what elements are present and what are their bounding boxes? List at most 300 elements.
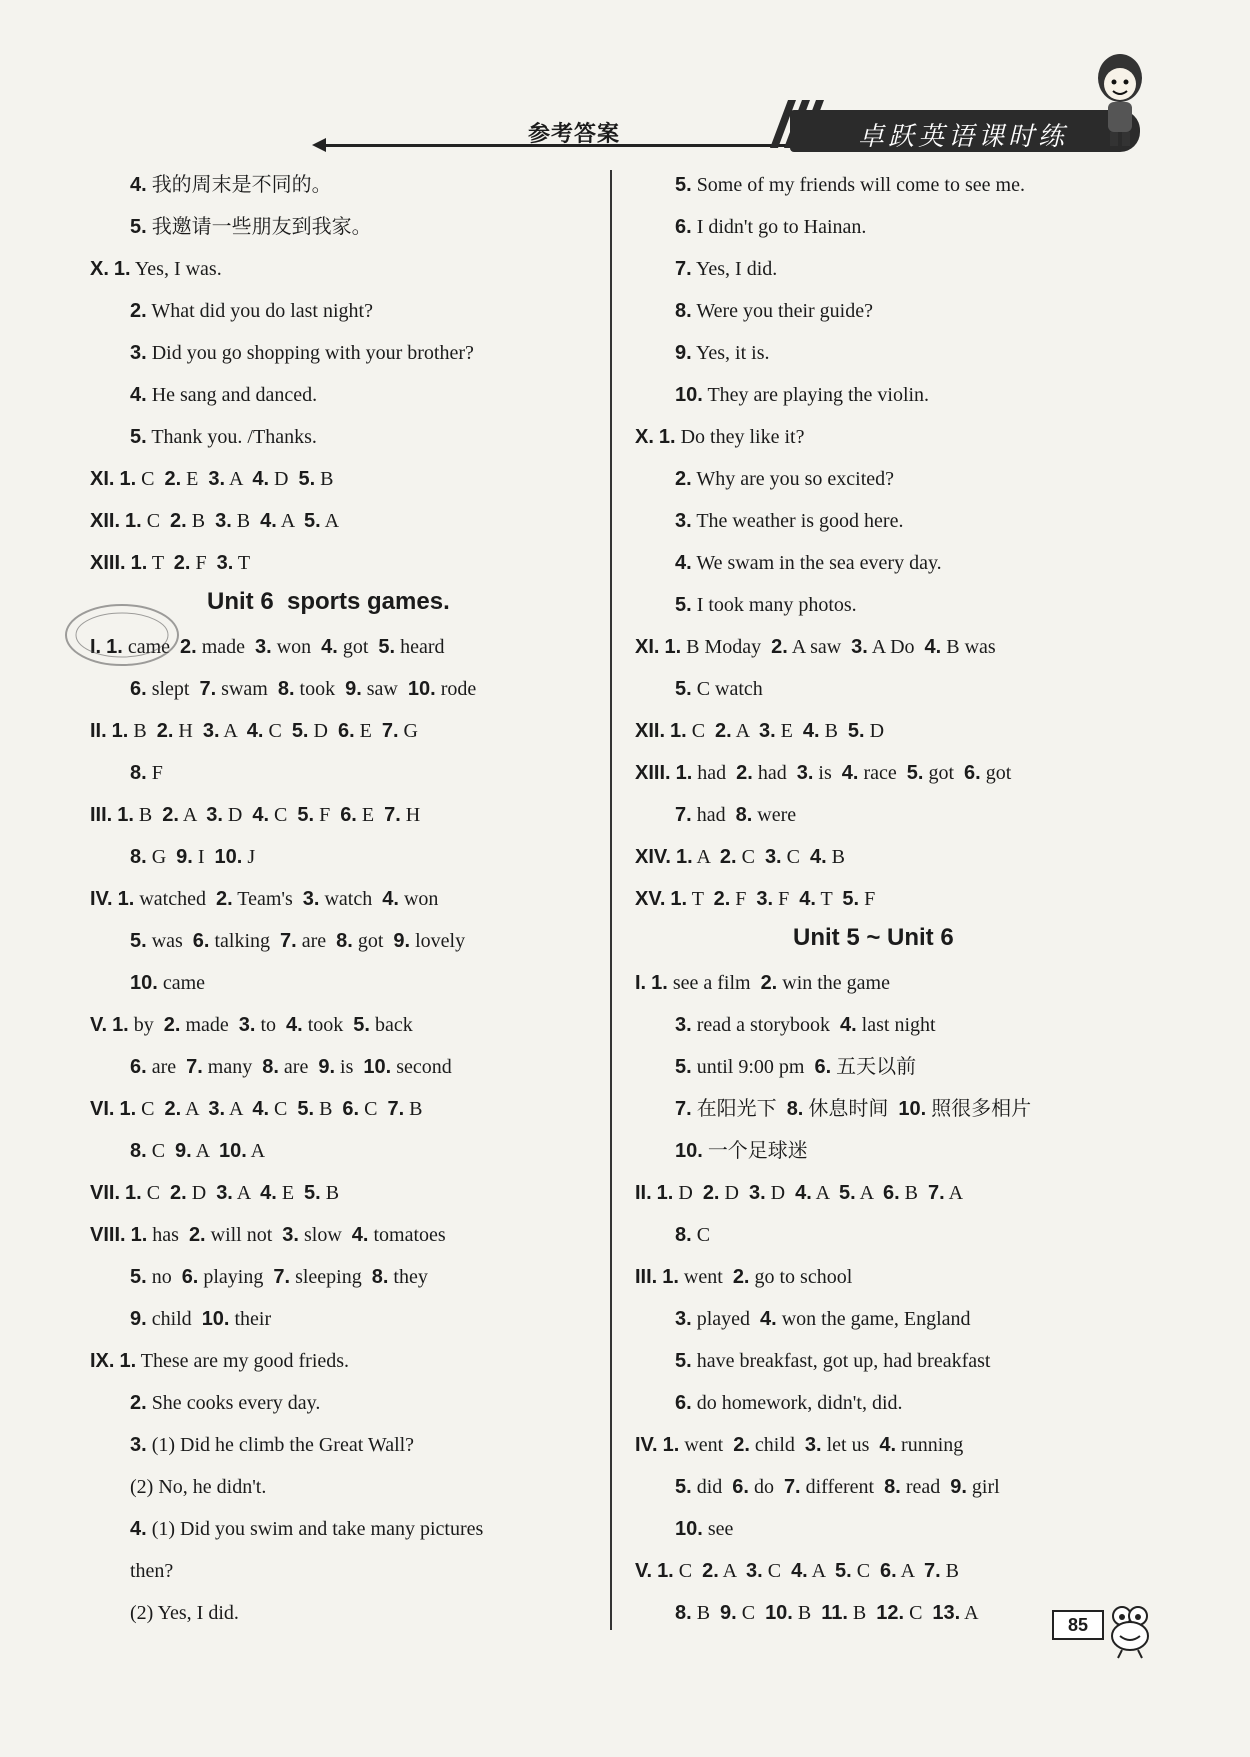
item-number: 10. xyxy=(363,1056,392,1078)
answer-text: Team's xyxy=(232,888,303,910)
item-number: 1. xyxy=(670,720,687,742)
item-number: 5. xyxy=(847,720,865,742)
item-number: 3. xyxy=(302,888,320,910)
item-number: 10. xyxy=(675,1140,703,1162)
answer-line xyxy=(130,1053,452,1081)
item-number: XII. xyxy=(635,720,666,742)
item-number: II. xyxy=(90,720,107,742)
answer-text: A xyxy=(731,720,759,742)
column-divider xyxy=(610,170,612,1630)
item-number: 1. xyxy=(658,426,676,448)
answer-text: B xyxy=(186,510,216,532)
item-number: 5. xyxy=(291,720,309,742)
item-number: 5. xyxy=(675,174,692,196)
item-number: 4. xyxy=(130,174,147,196)
item-number: 6. xyxy=(130,1056,147,1078)
item-number: XV. xyxy=(635,888,666,910)
answer-text: Yes, it is. xyxy=(691,342,770,364)
answer-line xyxy=(130,1263,428,1291)
answer-text: go to school xyxy=(749,1266,853,1288)
page-header xyxy=(0,0,1250,160)
item-number: 3. xyxy=(675,1308,692,1330)
item-number: 8. xyxy=(130,1140,147,1162)
answer-text: D xyxy=(719,1182,749,1204)
answer-text: 我的周末是不同的。 xyxy=(146,174,332,196)
answer-text: B xyxy=(899,1182,928,1204)
item-number: 6. xyxy=(732,1476,749,1498)
answer-line xyxy=(675,1011,936,1039)
item-number: 7. xyxy=(381,720,399,742)
answer-text: J xyxy=(242,846,256,868)
answer-line xyxy=(635,717,884,745)
answer-line xyxy=(130,1389,320,1417)
answer-text: 一个足球迷 xyxy=(702,1140,808,1162)
item-number: 7. xyxy=(675,1098,692,1120)
item-number: 1. xyxy=(656,1182,674,1204)
answer-text: E xyxy=(356,804,385,826)
answer-text: C xyxy=(136,1098,165,1120)
item-number: 6. xyxy=(340,804,357,826)
item-number: 6. xyxy=(675,1392,692,1414)
answer-text: race xyxy=(858,762,907,784)
answer-text: watch xyxy=(319,888,383,910)
item-number: 2. xyxy=(130,1392,147,1414)
answer-text: C xyxy=(851,1560,881,1582)
item-number: 4. xyxy=(924,636,942,658)
item-number: 3. xyxy=(675,510,692,532)
item-number: 8. xyxy=(675,1602,692,1624)
answer-text: A saw xyxy=(787,636,852,658)
answer-text: had xyxy=(691,804,736,826)
item-number: 4. xyxy=(839,1014,857,1036)
answer-text: back xyxy=(369,1014,413,1036)
answer-text: We swam in the sea every day. xyxy=(691,552,942,574)
item-number: 6. xyxy=(181,1266,199,1288)
unit-5-6-title: Unit 5 ~ Unit 6 xyxy=(793,924,954,951)
item-number: 2. xyxy=(732,1266,750,1288)
answer-line xyxy=(90,1179,339,1207)
item-number: 4. xyxy=(382,888,399,910)
item-number: 4. xyxy=(675,552,692,574)
item-number: 5. xyxy=(304,510,321,532)
item-number: 5. xyxy=(378,636,396,658)
answer-text: took xyxy=(294,678,346,700)
answer-text: B xyxy=(315,468,334,490)
answer-text: Do they like it? xyxy=(675,426,805,448)
answer-text: D xyxy=(308,720,338,742)
item-number: XIII. xyxy=(90,552,126,574)
item-number: 5. xyxy=(353,1014,370,1036)
answer-line xyxy=(675,297,873,325)
answer-text: T xyxy=(233,552,251,574)
answer-text: won xyxy=(398,888,439,910)
item-number: 4. xyxy=(351,1224,369,1246)
answer-text: they xyxy=(388,1266,428,1288)
answer-text: got xyxy=(337,636,379,658)
item-number: 4. xyxy=(252,1098,270,1120)
answer-line xyxy=(675,1599,979,1627)
item-number: 3. xyxy=(282,1224,299,1246)
answer-text: last night xyxy=(856,1014,936,1036)
answer-text: are xyxy=(146,1056,187,1078)
item-number: 3. xyxy=(216,1182,233,1204)
answer-text: E xyxy=(354,720,382,742)
answer-text: then? xyxy=(130,1560,174,1582)
item-number: VII. xyxy=(90,1182,121,1204)
answer-text: got xyxy=(923,762,964,784)
answer-text: What did you do last night? xyxy=(146,300,373,322)
item-number: 8. xyxy=(884,1476,901,1498)
item-number: 8. xyxy=(675,1224,692,1246)
answer-text: A xyxy=(320,510,340,532)
item-number: 11. xyxy=(821,1602,848,1624)
answer-text: D xyxy=(765,1182,796,1204)
answer-text: lovely xyxy=(410,930,466,952)
item-number: X. xyxy=(90,258,109,280)
item-number: 7. xyxy=(199,678,217,700)
item-number: 10. xyxy=(201,1308,230,1330)
answer-line xyxy=(130,927,465,955)
item-number: 1. xyxy=(675,846,693,868)
item-number: 9. xyxy=(675,342,692,364)
answer-text: child xyxy=(749,1434,805,1456)
item-number: 1. xyxy=(125,510,142,532)
item-number: 3. xyxy=(746,1560,763,1582)
item-number: 1. xyxy=(111,720,129,742)
answer-text: C xyxy=(686,720,716,742)
answer-text: She cooks every day. xyxy=(146,1392,321,1414)
item-number: 4. xyxy=(879,1434,897,1456)
item-number: 5. xyxy=(842,888,860,910)
answer-text: A xyxy=(811,1182,840,1204)
item-number: 6. xyxy=(814,1056,832,1078)
header-arrow-icon xyxy=(312,138,326,152)
answer-text: C xyxy=(673,1560,703,1582)
answer-text: C xyxy=(141,510,171,532)
answer-text: until 9:00 pm xyxy=(691,1056,815,1078)
item-number: 3. xyxy=(748,1182,766,1204)
answer-line xyxy=(130,1137,265,1165)
item-number: 10. xyxy=(218,1140,247,1162)
item-number: 7. xyxy=(273,1266,291,1288)
item-number: IX. xyxy=(90,1350,115,1372)
answer-line xyxy=(635,759,1011,787)
answer-line xyxy=(675,1221,710,1249)
answer-line xyxy=(90,1095,422,1123)
item-number: 2. xyxy=(170,1182,187,1204)
item-number: 3. xyxy=(764,846,782,868)
item-number: VIII. xyxy=(90,1224,126,1246)
answer-text: came xyxy=(157,972,205,994)
item-number: 2. xyxy=(771,636,788,658)
answer-text: girl xyxy=(966,1476,1000,1498)
item-number: 2. xyxy=(719,846,737,868)
answer-text: had xyxy=(752,762,797,784)
answer-line xyxy=(90,1011,413,1039)
item-number: 5. xyxy=(297,1098,315,1120)
item-number: 8. xyxy=(336,930,353,952)
item-number: 5. xyxy=(297,804,315,826)
answer-line xyxy=(90,1221,446,1249)
answer-text: C xyxy=(781,846,810,868)
item-number: 8. xyxy=(675,300,692,322)
item-number: 2. xyxy=(715,720,732,742)
answer-text: have breakfast, got up, had breakfast xyxy=(691,1350,991,1372)
answer-text: A xyxy=(855,1182,883,1204)
answer-text: C xyxy=(141,1182,171,1204)
item-number: 7. xyxy=(928,1182,945,1204)
item-number: 1. xyxy=(662,1266,679,1288)
item-number: 5. xyxy=(304,1182,321,1204)
answer-line xyxy=(130,297,373,325)
item-number: 3. xyxy=(208,1098,226,1120)
item-number: 8. xyxy=(130,762,147,784)
answer-text: by xyxy=(128,1014,164,1036)
stamp-icon xyxy=(62,600,182,670)
answer-text: F xyxy=(190,552,217,574)
answer-text: Thank you. /Thanks. xyxy=(146,426,317,448)
item-number: 9. xyxy=(393,930,411,952)
answer-line xyxy=(675,1095,1031,1123)
answer-text: E xyxy=(775,720,803,742)
item-number: 5. xyxy=(675,1476,692,1498)
answer-line xyxy=(675,1347,990,1375)
answer-line xyxy=(90,885,438,913)
item-number: 1. xyxy=(662,1434,680,1456)
answer-text: went xyxy=(679,1434,734,1456)
item-number: V. xyxy=(635,1560,653,1582)
item-number: 1. xyxy=(117,804,134,826)
answer-text: played xyxy=(691,1308,760,1330)
answer-text: C xyxy=(269,804,298,826)
answer-line xyxy=(635,633,996,661)
item-number: I. xyxy=(635,972,647,994)
answer-text: F xyxy=(859,888,876,910)
item-number: 4. xyxy=(791,1560,808,1582)
answer-text: A xyxy=(178,804,207,826)
item-number: XI. xyxy=(90,468,115,490)
item-number: 5. xyxy=(675,594,692,616)
answer-text: win the game xyxy=(777,972,890,994)
answer-text: won xyxy=(271,636,322,658)
answer-text: Yes, I was. xyxy=(130,258,222,280)
item-number: 7. xyxy=(783,1476,801,1498)
item-number: III. xyxy=(90,804,113,826)
item-number: 2. xyxy=(180,636,197,658)
item-number: 3. xyxy=(675,1014,692,1036)
item-number: 1. xyxy=(664,636,682,658)
answer-text: many xyxy=(202,1056,263,1078)
answer-text: G xyxy=(398,720,418,742)
item-number: 1. xyxy=(119,468,137,490)
item-number: 10. xyxy=(898,1098,927,1120)
answer-text: tomatoes xyxy=(368,1224,446,1246)
item-number: 10. xyxy=(214,846,243,868)
answer-text: (1) Did he climb the Great Wall? xyxy=(146,1434,415,1456)
item-number: 2. xyxy=(713,888,731,910)
answer-line xyxy=(130,213,372,241)
item-number: 2. xyxy=(162,804,179,826)
answer-line xyxy=(635,843,845,871)
item-number: 8. xyxy=(277,678,295,700)
answer-text: B xyxy=(128,720,157,742)
item-number: 3. xyxy=(206,804,223,826)
answer-text: H xyxy=(173,720,203,742)
answer-text: B xyxy=(691,1602,721,1624)
item-number: 4. xyxy=(246,720,264,742)
answer-text: is xyxy=(335,1056,364,1078)
answer-text: D xyxy=(186,1182,217,1204)
answer-text: B xyxy=(314,1098,343,1120)
answer-text: 照很多相片 xyxy=(926,1098,1032,1120)
answer-text: T xyxy=(815,888,843,910)
item-number: 4. xyxy=(130,1518,147,1540)
answer-line xyxy=(675,1305,971,1333)
answer-text: their xyxy=(229,1308,272,1330)
item-number: 3. xyxy=(216,552,234,574)
item-number: 9. xyxy=(345,678,362,700)
item-number: 1. xyxy=(657,1560,674,1582)
answer-text: C xyxy=(359,1098,388,1120)
item-number: 2. xyxy=(130,300,147,322)
answer-text: D xyxy=(222,804,253,826)
answer-text: D xyxy=(864,720,885,742)
item-number: 2. xyxy=(164,1098,182,1120)
answer-text: D xyxy=(673,1182,703,1204)
answer-text: see xyxy=(702,1518,734,1540)
item-number: 1. xyxy=(106,636,123,658)
item-number: 9. xyxy=(176,846,193,868)
answer-text: A xyxy=(896,1560,924,1582)
answer-text: B xyxy=(792,1602,822,1624)
answer-line xyxy=(90,549,250,577)
answer-line xyxy=(130,1305,271,1333)
answer-text: B xyxy=(320,1182,340,1204)
answer-line xyxy=(130,1431,414,1459)
mascot-boy-icon xyxy=(1090,50,1150,150)
item-number: 7. xyxy=(387,1098,405,1120)
item-number: 3. xyxy=(215,510,232,532)
answer-text: no xyxy=(146,1266,182,1288)
item-number: 12. xyxy=(876,1602,905,1624)
item-number: 1. xyxy=(112,1014,129,1036)
answer-text: I xyxy=(192,846,215,868)
item-number: 1. xyxy=(125,1182,142,1204)
item-number: 10. xyxy=(675,1518,703,1540)
answer-text: H xyxy=(400,804,421,826)
answer-text: A xyxy=(692,846,720,868)
answer-text: made xyxy=(196,636,255,658)
answer-text: read xyxy=(900,1476,951,1498)
answer-line xyxy=(675,549,942,577)
item-number: 9. xyxy=(130,1308,147,1330)
answer-text: Yes, I did. xyxy=(691,258,778,280)
item-number: 1. xyxy=(119,1350,137,1372)
unit-6-title: Unit 6 sports games. xyxy=(207,588,450,615)
item-number: 4. xyxy=(252,468,270,490)
answer-text: B Moday xyxy=(681,636,772,658)
item-number: 5. xyxy=(130,216,147,238)
answer-text: Were you their guide? xyxy=(691,300,873,322)
answer-text: are xyxy=(296,930,337,952)
answer-text: saw xyxy=(361,678,408,700)
item-number: 5. xyxy=(835,1560,852,1582)
item-number: 1. xyxy=(670,888,688,910)
item-number: 7. xyxy=(923,1560,941,1582)
item-number: 2. xyxy=(702,1560,719,1582)
item-number: 3. xyxy=(851,636,868,658)
answer-line xyxy=(90,465,334,493)
item-number: XIV. xyxy=(635,846,671,868)
answer-text: second xyxy=(391,1056,452,1078)
item-number: I. xyxy=(90,636,102,658)
answer-text: had xyxy=(692,762,737,784)
answer-line xyxy=(130,381,317,409)
answer-text: playing xyxy=(198,1266,274,1288)
answer-text: A xyxy=(191,1140,219,1162)
item-number: 8. xyxy=(786,1098,804,1120)
answer-line xyxy=(635,1179,963,1207)
item-number: 8. xyxy=(371,1266,389,1288)
answer-text: C watch xyxy=(691,678,763,700)
answer-text: B xyxy=(940,1560,959,1582)
item-number: III. xyxy=(635,1266,658,1288)
answer-line xyxy=(130,969,205,997)
answer-line xyxy=(675,213,866,241)
item-number: 3. xyxy=(130,1434,147,1456)
answer-line xyxy=(130,1557,173,1585)
answer-text: C xyxy=(136,468,165,490)
item-number: 3. xyxy=(238,1014,256,1036)
item-number: 6. xyxy=(337,720,355,742)
answer-text: will not xyxy=(205,1224,283,1246)
answer-text: (2) Yes, I did. xyxy=(130,1602,239,1624)
answer-text: were xyxy=(752,804,797,826)
item-number: 7. xyxy=(675,804,692,826)
answer-line xyxy=(635,969,890,997)
answer-text: B xyxy=(404,1098,423,1120)
answer-line xyxy=(675,1389,903,1417)
item-number: 8. xyxy=(262,1056,279,1078)
item-number: 5. xyxy=(675,1350,692,1372)
item-number: 8. xyxy=(130,846,147,868)
answer-text: B was xyxy=(941,636,996,658)
item-number: 10. xyxy=(765,1602,793,1624)
item-number: 4. xyxy=(260,510,277,532)
answer-text: got xyxy=(352,930,394,952)
answer-text: A xyxy=(276,510,305,532)
answer-text: has xyxy=(147,1224,189,1246)
item-number: 4. xyxy=(260,1182,277,1204)
item-number: VI. xyxy=(90,1098,115,1120)
answer-text: C xyxy=(269,1098,298,1120)
item-number: 7. xyxy=(186,1056,203,1078)
item-number: 5. xyxy=(675,678,692,700)
answer-text: 在阳光下 xyxy=(691,1098,787,1120)
answer-text: got xyxy=(980,762,1012,784)
answer-text: B xyxy=(133,804,163,826)
item-number: 5. xyxy=(675,1056,692,1078)
page-number: 85 xyxy=(1052,1610,1104,1640)
answer-text: to xyxy=(255,1014,286,1036)
item-number: 10. xyxy=(130,972,158,994)
answer-text: won the game, England xyxy=(776,1308,971,1330)
item-number: 5. xyxy=(298,468,316,490)
answer-text: is xyxy=(813,762,842,784)
answer-text: I took many photos. xyxy=(691,594,857,616)
item-number: XII. xyxy=(90,510,121,532)
item-number: 5. xyxy=(130,1266,147,1288)
